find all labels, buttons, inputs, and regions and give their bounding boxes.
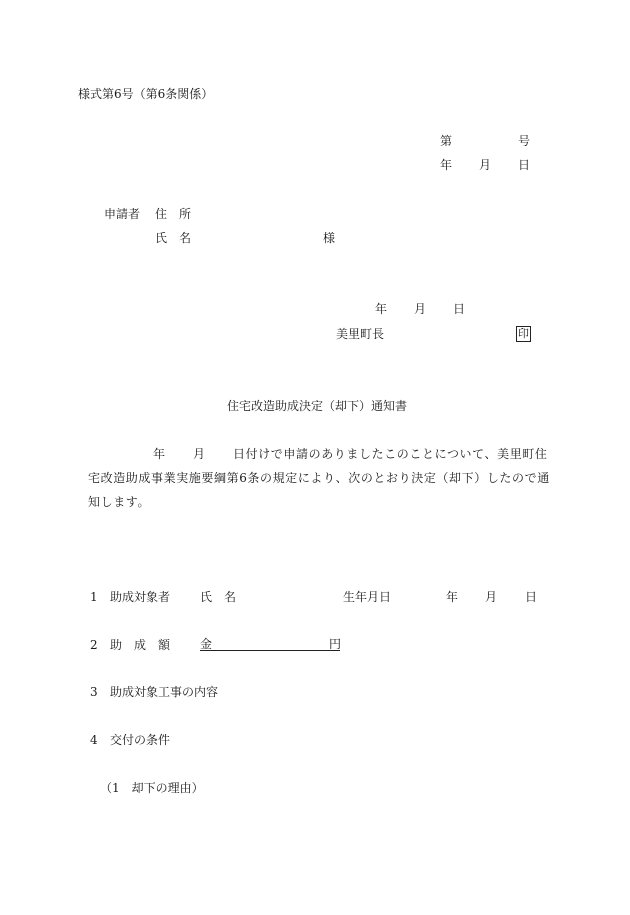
item2-yen: 円 [329, 637, 342, 651]
body-line2: 宅改造助成事業実施要綱第6条の規定により、次のとおり決定（却下）したので通 [88, 471, 550, 485]
item1-name-label: 氏 名 [200, 590, 237, 604]
applicant-address-label: 住 所 [155, 207, 192, 221]
rejection-reason-label: （1 却下の理由） [100, 781, 204, 795]
amount-underline [200, 635, 340, 651]
item3-number: 3 [90, 685, 98, 699]
issuer-date-month: 月 [414, 302, 427, 316]
item1-year: 年 [446, 590, 459, 604]
item1-number: 1 [90, 590, 98, 604]
applicant-name-label: 氏 名 [155, 231, 192, 245]
item4-label: 交付の条件 [110, 733, 171, 747]
item1-label: 助成対象者 [110, 590, 171, 604]
item4-number: 4 [90, 733, 98, 747]
item2-label: 助 成 額 [110, 638, 171, 652]
item2-kin: 金 [200, 637, 213, 651]
item1-day: 日 [525, 590, 538, 604]
body-line3: 知します。 [88, 495, 151, 509]
doc-number-prefix: 第 [440, 134, 453, 148]
issuer-date-day: 日 [453, 302, 466, 316]
item2-number: 2 [90, 638, 98, 652]
item1-birth-label: 生年月日 [343, 590, 392, 604]
header-date-month: 月 [479, 158, 492, 172]
item3-label: 助成対象工事の内容 [110, 685, 219, 699]
body-year: 年 [153, 447, 166, 461]
applicant-honorific: 様 [323, 231, 336, 245]
header-date-day: 日 [518, 158, 531, 172]
body-line1: 日付けで申請のありましたこのことについて、美里町住 [233, 447, 548, 461]
document-title: 住宅改造助成決定（却下）通知書 [227, 399, 408, 413]
doc-number-suffix: 号 [518, 134, 531, 148]
header-date-year: 年 [440, 158, 453, 172]
body-month: 月 [193, 447, 206, 461]
seal-mark: 印 [518, 327, 529, 340]
form-number: 様式第6号（第6条関係） [78, 87, 214, 101]
issuer-title: 美里町長 [336, 327, 385, 341]
issuer-date-year: 年 [375, 302, 388, 316]
applicant-label: 申請者 [104, 207, 141, 221]
item1-month: 月 [485, 590, 498, 604]
